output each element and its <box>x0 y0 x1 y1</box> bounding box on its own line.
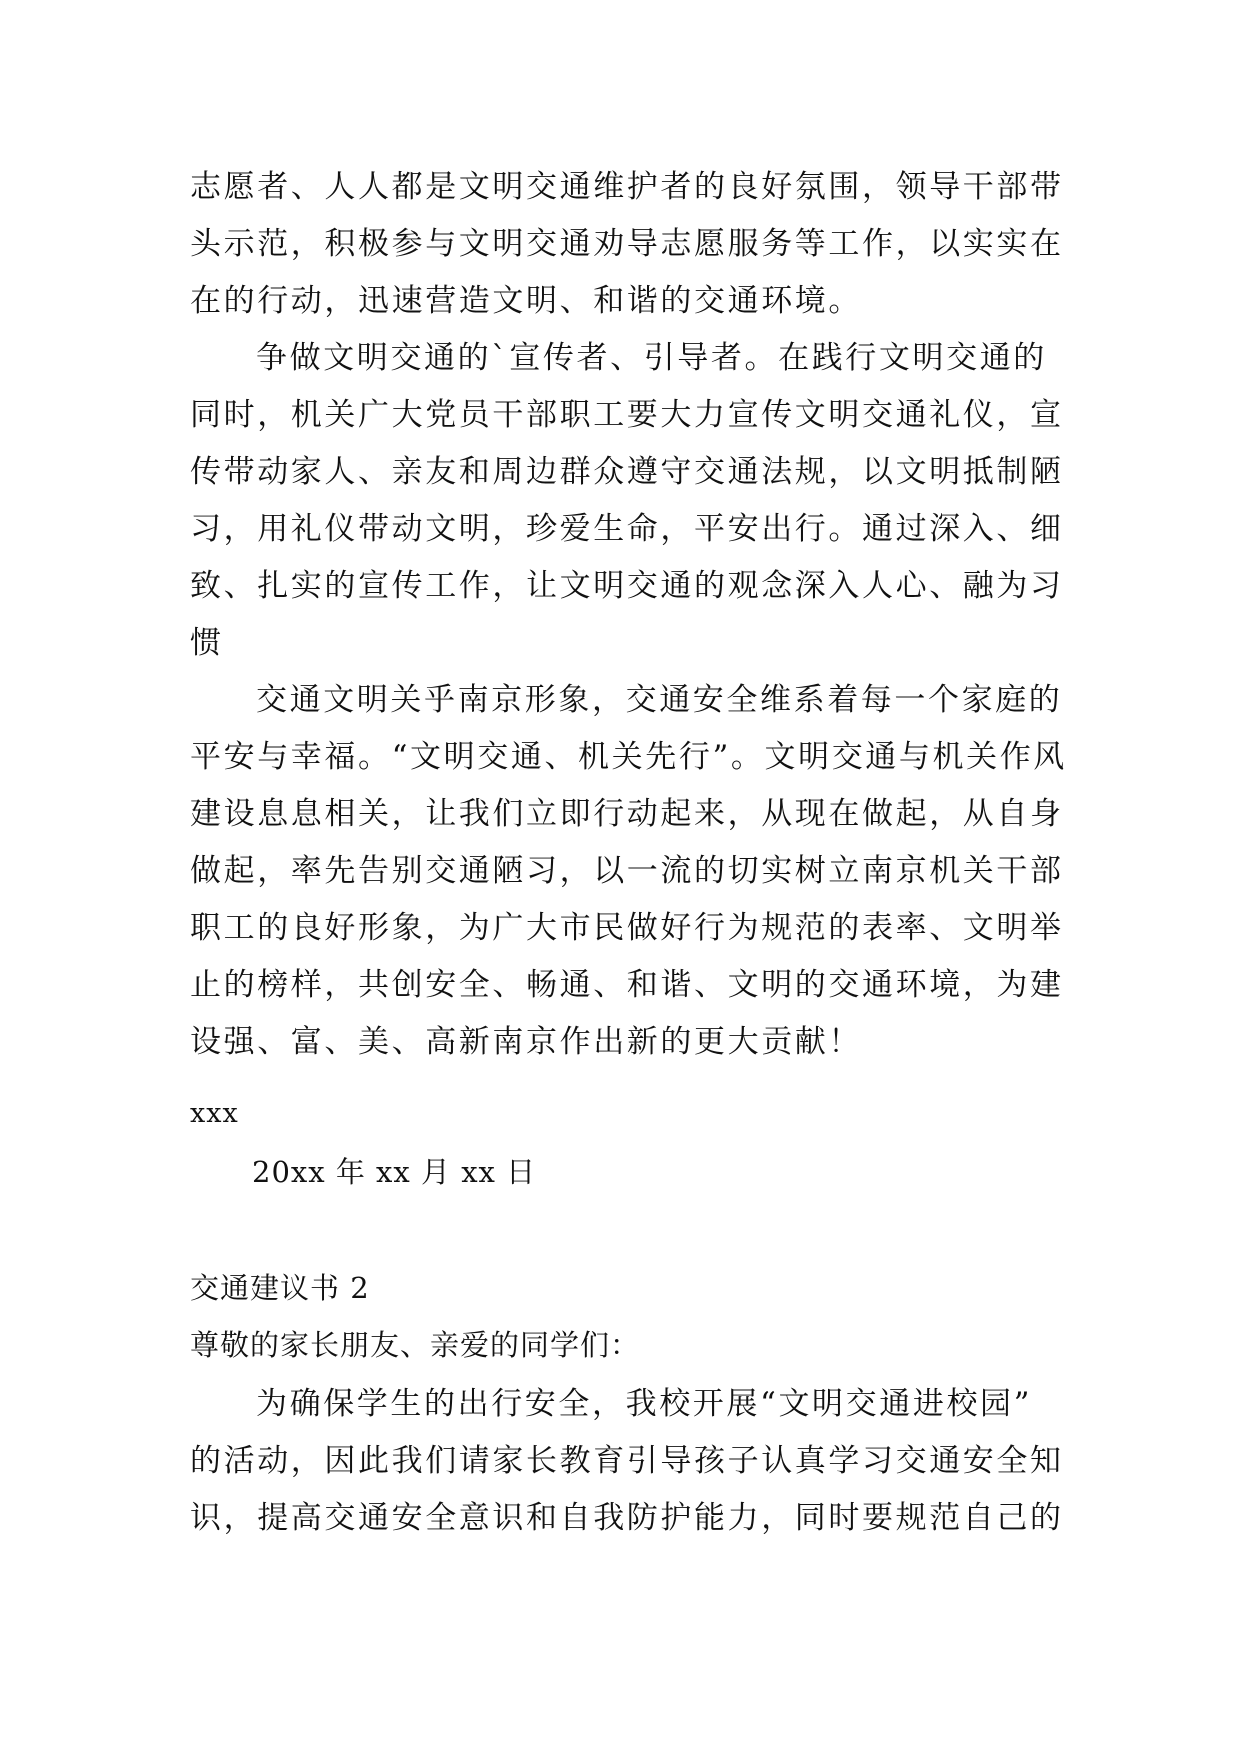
paragraph-3-line-7: 设强、富、美、高新南京作出新的更大贡献！ <box>190 1024 862 1060</box>
paragraph-1-line-2: 头示范，积极参与文明交通劝导志愿服务等工作，以实实在 <box>190 226 1064 262</box>
signature-date: 20xx 年 xx 月 xx 日 <box>252 1155 537 1189</box>
section-2-salutation: 尊敬的家长朋友、亲爱的同学们： <box>190 1328 641 1362</box>
paragraph-2-line-2: 同时，机关广大党员干部职工要大力宣传文明交通礼仪，宣 <box>190 397 1064 433</box>
paragraph-3-line-2: 平安与幸福。“文明交通、机关先行”。文明交通与机关作风 <box>190 739 1067 775</box>
paragraph-3-line-3: 建设息息相关，让我们立即行动起来，从现在做起，从自身 <box>190 796 1064 832</box>
paragraph-2-line-6: 惯 <box>190 625 224 661</box>
signature-name: xxx <box>190 1098 239 1129</box>
paragraph-2-line-4: 习，用礼仪带动文明，珍爱生命，平安出行。通过深入、细 <box>190 511 1064 547</box>
paragraph-2-line-5: 致、扎实的宣传工作，让文明交通的观念深入人心、融为习 <box>190 568 1064 604</box>
paragraph-3-line-4: 做起，率先告别交通陋习，以一流的切实树立南京机关干部 <box>190 853 1064 889</box>
section-2-line-1: 为确保学生的出行安全，我校开展“文明交通进校园” <box>256 1386 1033 1422</box>
paragraph-3-line-6: 止的榜样，共创安全、畅通、和谐、文明的交通环境，为建 <box>190 967 1064 1003</box>
paragraph-1-line-1: 志愿者、人人都是文明交通维护者的良好氛围，领导干部带 <box>190 169 1064 205</box>
paragraph-3-line-5: 职工的良好形象，为广大市民做好行为规范的表率、文明举 <box>190 910 1064 946</box>
section-2-line-3: 识，提高交通安全意识和自我防护能力，同时要规范自己的 <box>190 1500 1064 1536</box>
paragraph-2-line-3: 传带动家人、亲友和周边群众遵守交通法规，以文明抵制陋 <box>190 454 1064 490</box>
paragraph-2-line-1: 争做文明交通的`宣传者、引导者。在践行文明交通的 <box>256 340 1047 376</box>
section-2-line-2: 的活动，因此我们请家长教育引导孩子认真学习交通安全知 <box>190 1443 1064 1479</box>
paragraph-3-line-1: 交通文明关乎南京形象，交通安全维系着每一个家庭的 <box>256 682 1063 718</box>
section-2-title: 交通建议书 2 <box>190 1271 370 1305</box>
paragraph-1-line-3: 在的行动，迅速营造文明、和谐的交通环境。 <box>190 283 862 319</box>
